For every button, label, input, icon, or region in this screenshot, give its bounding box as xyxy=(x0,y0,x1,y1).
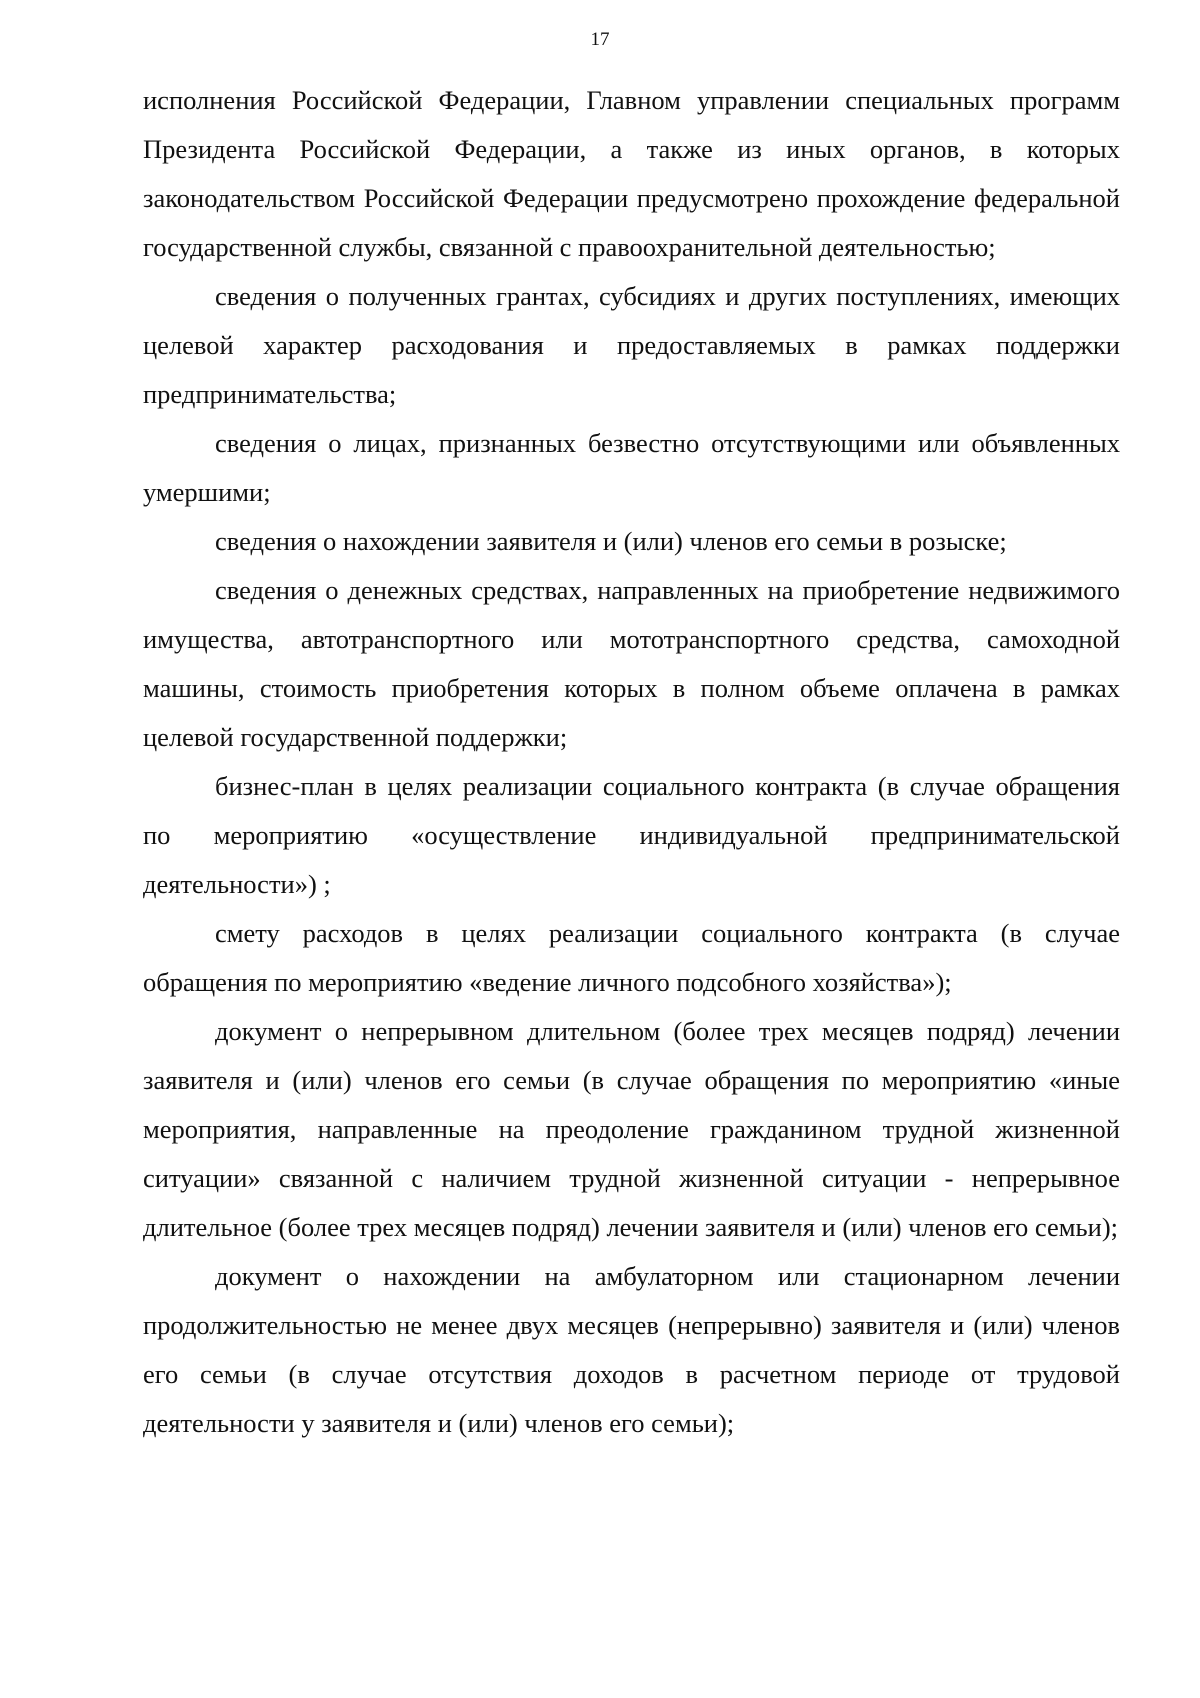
paragraph-1: исполнения Российской Федерации, Главном управлении специальных программ Президента Российской Федерации, а также из иных органов, в которых законодательством Российской Федерации предусмотрено прохождение федеральной государственной службы, связанной с правоохранительной деятельностью; xyxy=(143,85,1120,262)
document-body xyxy=(143,76,1120,1448)
paragraph-3: сведения о лицах, признанных безвестно отсутствующими или объявленных умершими; xyxy=(143,428,1120,507)
paragraph-9: документ о нахождении на амбулаторном или стационарном лечении продолжительностью не менее двух месяцев (непрерывно) заявителя и (или) членов его семьи (в случае отсутствия доходов в расчетном периоде от трудовой деятельности у заявителя и (или) членов его семьи); xyxy=(143,1261,1120,1438)
paragraph-7: смету расходов в целях реализации социального контракта (в случае обращения по мероприятию «ведение личного подсобного хозяйства»); xyxy=(143,918,1120,997)
paragraph-8: документ о непрерывном длительном (более трех месяцев подряд) лечении заявителя и (или) членов его семьи (в случае обращения по мероприятию «иные мероприятия, направленные на преодоление гражданином трудной жизненной ситуации» связанной с наличием трудной жизненной ситуации - непрерывное длительное (более трех месяцев подряд) лечении заявителя и (или) членов его семьи); xyxy=(143,1016,1120,1242)
paragraph-2: сведения о полученных грантах, субсидиях и других поступлениях, имеющих целевой характер расходования и предоставляемых в рамках поддержки предпринимательства; xyxy=(143,281,1120,409)
paragraph-4: сведения о нахождении заявителя и (или) членов его семьи в розыске; xyxy=(215,526,1007,556)
page-number: 17 xyxy=(590,29,610,50)
paragraph-6: бизнес-план в целях реализации социального контракта (в случае обращения по мероприятию «осуществление индивидуальной предпринимательской деятельности») ; xyxy=(143,771,1120,899)
paragraph-5: сведения о денежных средствах, направленных на приобретение недвижимого имущества, автотранспортного или мототранспортного средства, самоходной машины, стоимость приобретения которых в полном объеме оплачена в рамках целевой государственной поддержки; xyxy=(143,575,1120,752)
